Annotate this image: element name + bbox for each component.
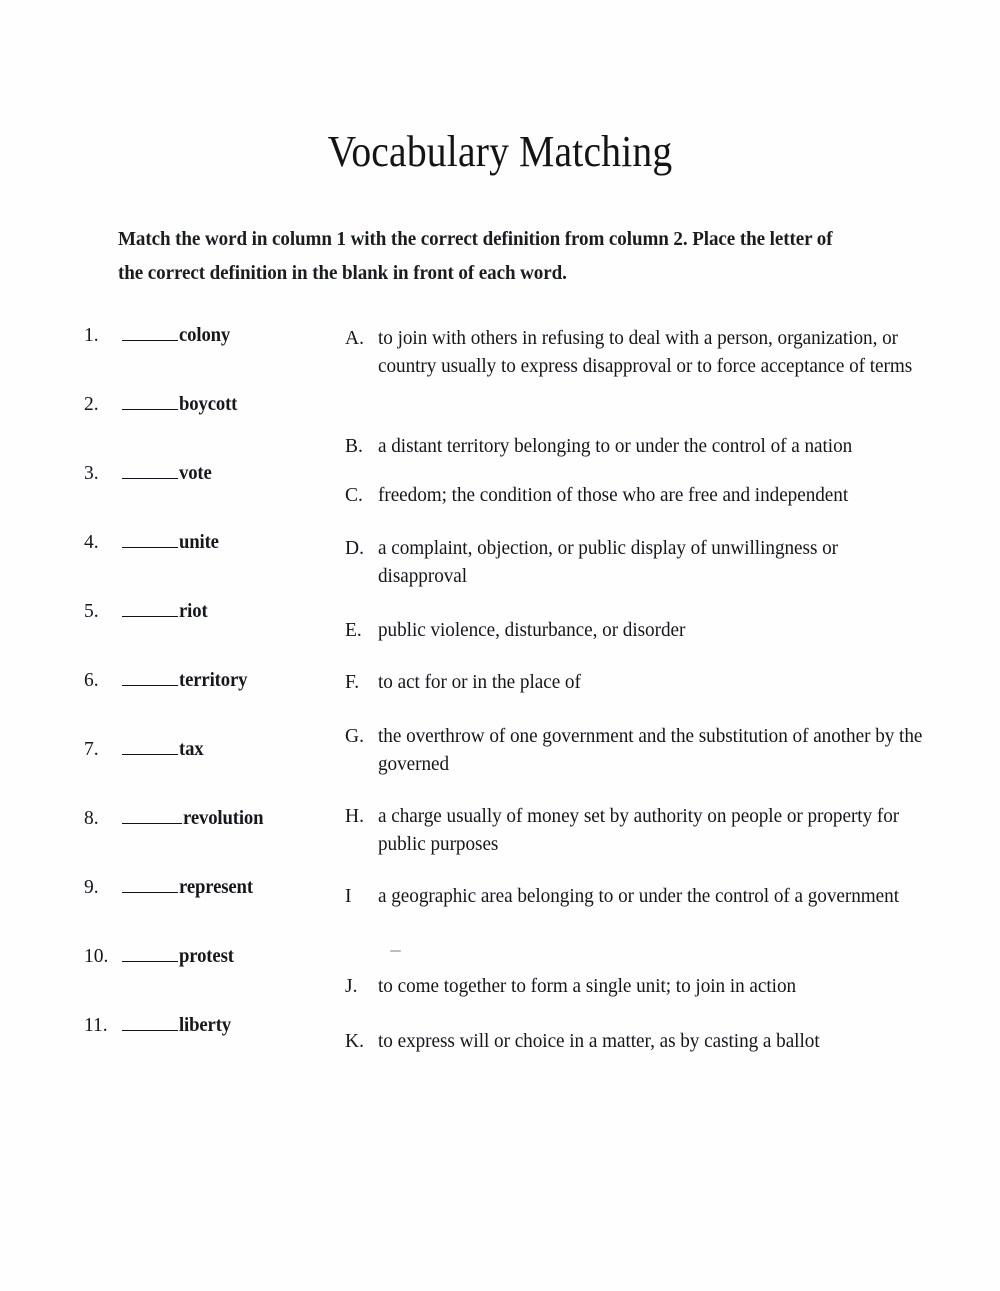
word-item — [84, 1015, 233, 1045]
word-number: 9. — [84, 877, 99, 898]
scan-artifact-dash — [390, 950, 401, 952]
word-item — [84, 601, 209, 631]
word-item — [84, 463, 213, 493]
word-number: 8. — [84, 808, 99, 829]
answer-blank[interactable] — [122, 394, 178, 410]
definition-text: to express will or choice in a matter, as by casting a ballot — [378, 1031, 820, 1052]
answer-blank[interactable] — [122, 808, 182, 824]
definition-item — [345, 669, 935, 697]
word-label: colony — [179, 325, 231, 346]
word-label: tax — [179, 739, 204, 760]
definition-item — [345, 723, 935, 779]
definition-letter: H. — [345, 806, 364, 827]
definition-item — [345, 883, 935, 911]
word-number: 4. — [84, 532, 99, 553]
page-title: Vocabulary Matching — [327, 127, 673, 176]
definition-letter: A. — [345, 328, 364, 349]
word-label: unite — [179, 532, 219, 553]
definition-item — [345, 973, 935, 1001]
word-item — [84, 325, 232, 355]
word-number: 7. — [84, 739, 99, 760]
word-item — [84, 394, 240, 424]
definition-letter: I — [345, 886, 352, 907]
definition-letter: B. — [345, 436, 363, 457]
word-number: 11. — [84, 1015, 108, 1036]
word-number: 1. — [84, 325, 99, 346]
definition-text: a charge usually of money set by authority on people or property for public purposes — [378, 806, 900, 855]
definition-letter: C. — [345, 485, 363, 506]
definition-item — [345, 325, 935, 381]
word-item — [84, 946, 236, 976]
answer-blank[interactable] — [122, 670, 178, 686]
definition-item — [345, 433, 935, 461]
answer-blank[interactable] — [122, 739, 178, 755]
word-label: represent — [179, 877, 253, 898]
answer-blank[interactable] — [122, 946, 178, 962]
word-label: protest — [179, 946, 234, 967]
word-number: 5. — [84, 601, 99, 622]
word-item — [84, 670, 250, 700]
definition-text: the overthrow of one government and the substitution of another by the governed — [378, 726, 923, 775]
word-label: liberty — [179, 1015, 232, 1036]
answer-blank[interactable] — [122, 601, 178, 617]
word-number: 10. — [84, 946, 109, 967]
word-item — [84, 808, 267, 838]
definition-text: public violence, disturbance, or disorder — [378, 620, 686, 641]
definition-letter: G. — [345, 726, 364, 747]
definition-letter: J. — [345, 976, 358, 997]
instructions-text: Match the word in column 1 with the correct definition from column 2. Place the letter of the correct definition in the blank in front of each word. — [118, 228, 833, 284]
word-number: 3. — [84, 463, 99, 484]
definition-letter: E. — [345, 620, 362, 641]
word-item — [84, 877, 256, 907]
definition-item — [345, 617, 935, 645]
word-label: riot — [179, 601, 208, 622]
definition-item — [345, 803, 935, 859]
definition-letter: D. — [345, 538, 364, 559]
word-number: 6. — [84, 670, 99, 691]
answer-blank[interactable] — [122, 877, 178, 893]
definition-item — [345, 482, 935, 510]
answer-blank[interactable] — [122, 463, 178, 479]
word-label: territory — [179, 670, 248, 691]
answer-blank[interactable] — [122, 532, 178, 548]
answer-blank[interactable] — [122, 1015, 178, 1031]
word-label: boycott — [179, 394, 238, 415]
definition-item — [345, 535, 935, 591]
definition-text: to join with others in refusing to deal with a person, organization, or country usually to express disapproval or to force acceptance of terms — [378, 328, 913, 377]
definition-text: a distant territory belonging to or under the control of a nation — [378, 436, 853, 457]
definition-letter: F. — [345, 672, 360, 693]
definition-text: a complaint, objection, or public display of unwillingness or disapproval — [378, 538, 839, 587]
definition-text: a geographic area belonging to or under the control of a government — [378, 886, 899, 907]
definition-item — [345, 1028, 935, 1056]
word-label: vote — [179, 463, 212, 484]
answer-blank[interactable] — [122, 325, 178, 341]
definition-letter: K. — [345, 1031, 364, 1052]
word-label: revolution — [183, 808, 264, 829]
word-number: 2. — [84, 394, 99, 415]
word-item — [84, 532, 221, 562]
definition-text: to come together to form a single unit; to join in action — [378, 976, 797, 997]
word-item — [84, 739, 205, 769]
definition-text: to act for or in the place of — [378, 672, 581, 693]
definition-text: freedom; the condition of those who are free and independent — [378, 485, 849, 506]
